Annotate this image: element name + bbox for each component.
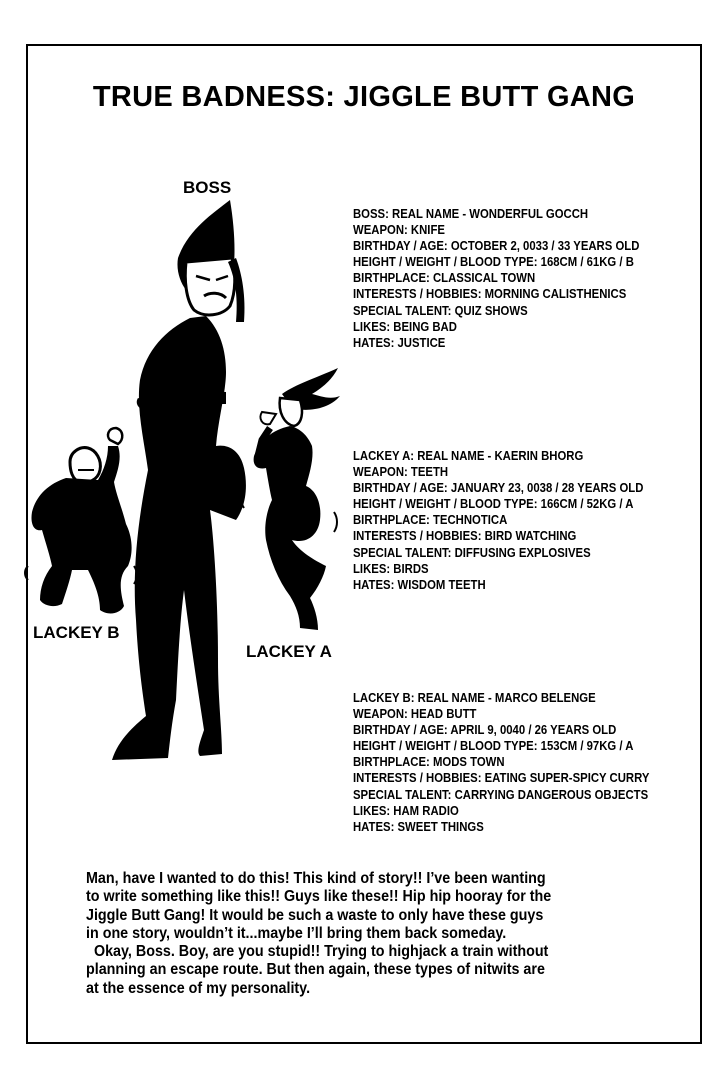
comment-line: to write something like this!! Guys like these!! Hip hip hooray for the [86,888,552,906]
profile-line: HEIGHT / WEIGHT / BLOOD TYPE: 153CM / 97KG / A [353,739,634,754]
profile-line: LACKEY A: REAL NAME - KAERIN BHORG [353,449,584,463]
lackey-b-figure [25,428,137,613]
lackey-a-profile [353,448,643,593]
profile-line: INTERESTS / HOBBIES: MORNING CALISTHENICS [353,287,627,302]
profile-line: BIRTHDAY / AGE: OCTOBER 2, 0033 / 33 YEARS OLD [353,239,640,254]
profile-line: WEAPON: KNIFE [353,223,445,238]
profile-line: LACKEY B: REAL NAME - MARCO BELENGE [353,691,596,705]
comment-line: Man, have I wanted to do this! This kind of story!! I’ve been wanting [86,870,546,887]
profile-line: INTERESTS / HOBBIES: EATING SUPER-SPICY CURRY [353,771,650,786]
profile-line: BIRTHDAY / AGE: APRIL 9, 0040 / 26 YEARS OLD [353,723,617,738]
comment-line: Okay, Boss. Boy, are you stupid!! Trying to highjack a train without [86,943,549,961]
comment-line: at the essence of my personality. [86,979,311,997]
profile-line: BIRTHDAY / AGE: JANUARY 23, 0038 / 28 YEARS OLD [353,481,644,496]
profile-line: HEIGHT / WEIGHT / BLOOD TYPE: 166CM / 52KG / A [353,497,634,512]
boss-label: BOSS [183,178,232,197]
profile-line: BIRTHPLACE: TECHNOTICA [353,513,508,528]
profile-line: LIKES: HAM RADIO [353,803,459,818]
profile-line: SPECIAL TALENT: CARRYING DANGEROUS OBJECTS [353,787,649,802]
profile-line: LIKES: BEING BAD [353,319,457,334]
comment-line: planning an escape route. But then again, these types of nitwits are [86,961,545,979]
author-comment [86,870,663,998]
page-title: TRUE BADNESS: JIGGLE BUTT GANG [92,81,636,113]
profile-line: SPECIAL TALENT: QUIZ SHOWS [353,303,528,318]
jiggle-mark [334,512,337,532]
profile-line: BIRTHPLACE: MODS TOWN [353,755,505,770]
comment-line: Jiggle Butt Gang! It would be such a waste to only have these guys [86,906,544,924]
boss-profile [353,206,639,351]
boss-figure [112,200,246,760]
profile-line: INTERESTS / HOBBIES: BIRD WATCHING [353,529,577,544]
profile-line: SPECIAL TALENT: DIFFUSING EXPLOSIVES [353,545,591,560]
profile-line: HATES: WISDOM TEETH [353,577,486,592]
profile-line: HATES: SWEET THINGS [353,819,484,834]
lackey-a-figure [254,368,340,630]
lackey-b-profile [353,690,649,835]
profile-line: WEAPON: HEAD BUTT [353,707,477,722]
profile-line: BIRTHPLACE: CLASSICAL TOWN [353,271,536,286]
profile-line: BOSS: REAL NAME - WONDERFUL GOCCH [353,207,589,221]
lackey-b-label: LACKEY B [33,623,120,642]
profile-line: LIKES: BIRDS [353,561,429,576]
comment-line: in one story, wouldn’t it...maybe I’ll bring them back someday. [86,924,507,942]
profile-line: HATES: JUSTICE [353,335,446,350]
profile-line: HEIGHT / WEIGHT / BLOOD TYPE: 168CM / 61KG / B [353,255,634,270]
profile-line: WEAPON: TEETH [353,465,449,480]
lackey-a-label: LACKEY A [246,642,332,661]
